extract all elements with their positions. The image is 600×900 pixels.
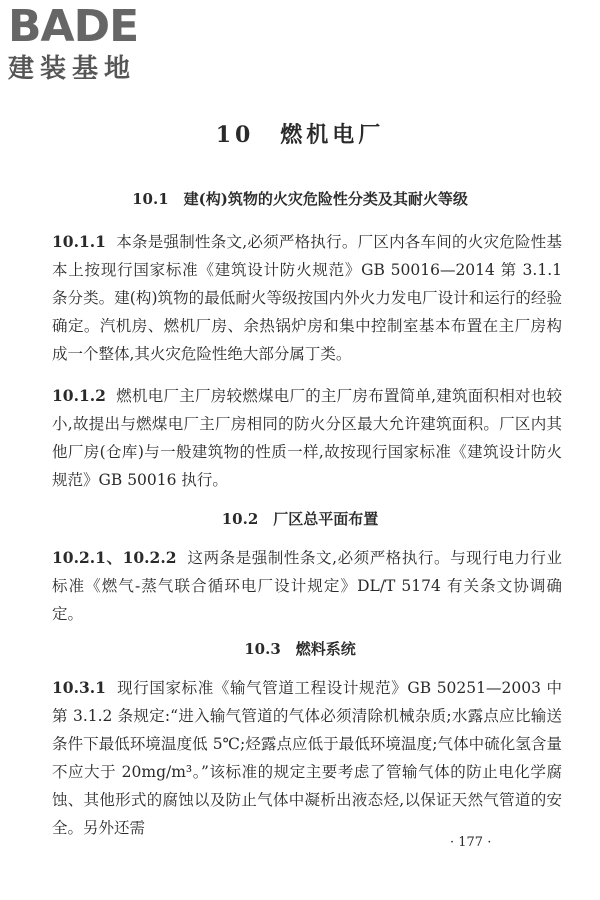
clause-text: 本条是强制性条文,必须严格执行。厂区内各车间的火灾危险性基本上按现行国家标准《建筑设计防火规范》GB 50016—2014 第 3.1.1 条分类。建(构)筑物的最低耐火等级按国内外火力发电厂设计和运行的经验确定。汽机房、燃机厂房、余热锅炉房和集中控制室基本布置在主厂房构成一个整体,其火灾危险性绝大部分属丁类。	[52, 233, 562, 363]
section-heading-10-1: 10.1 建(构)筑物的火灾危险性分类及其耐火等级	[132, 190, 468, 208]
section-heading-10-3: 10.3 燃料系统	[244, 640, 356, 658]
logo-main-text: BADE	[8, 1, 139, 52]
paragraph-10-2-1	[52, 544, 562, 628]
paragraph-10-1-2	[52, 382, 562, 494]
clause-text: 燃机电厂主厂房较燃煤电厂的主厂房布置简单,建筑面积相对也较小,故提出与燃煤电厂主厂房相同的防火分区最大允许建筑面积。厂区内其他厂房(仓库)与一般建筑物的性质一样,故按现行国家标准《建筑设计防火规范》GB 50016 执行。	[52, 387, 562, 489]
logo-sub-text: 建装基地	[8, 54, 137, 84]
section-heading-10-2: 10.2 厂区总平面布置	[221, 510, 379, 528]
clause-number: 10.1.1	[52, 232, 106, 251]
paragraph-10-3-1	[52, 674, 562, 842]
clause-number: 10.1.2	[52, 386, 106, 405]
page-number: · 177 ·	[450, 835, 492, 850]
clause-text: 这两条是强制性条文,必须严格执行。与现行电力行业标准《燃气-蒸气联合循环电厂设计规定》DL/T 5174 有关条文协调确定。	[52, 549, 562, 623]
clause-number: 10.3.1	[52, 678, 106, 697]
clause-text: 现行国家标准《输气管道工程设计规范》GB 50251—2003 中第 3.1.2 条规定:“进入输气管道的气体必须清除机械杂质;水露点应比输送条件下最低环境温度低 5℃;烃露点应低于最低环境温度;气体中硫化氢含量不应大于 20mg/m³。”该标准的规定主要考虑了管输气体的防止电化学腐蚀、其他形式的腐蚀以及防止气体中凝析出液态烃,以保证天然气管道的安全。另外还需	[52, 679, 563, 837]
clause-number: 10.2.1、10.2.2	[52, 548, 177, 567]
chapter-title: 10 燃机电厂	[215, 122, 385, 148]
paragraph-10-1-1	[52, 228, 562, 368]
bade-logo	[8, 1, 178, 84]
